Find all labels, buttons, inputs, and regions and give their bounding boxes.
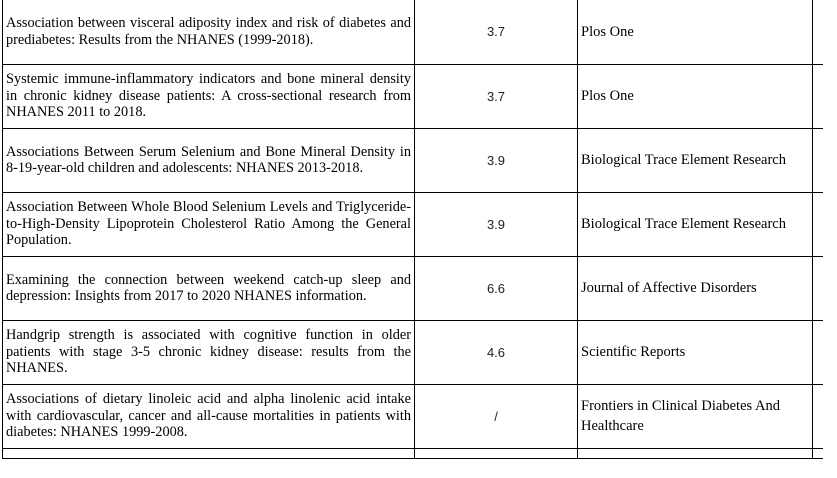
empty-cell (813, 448, 823, 458)
table-row (3, 192, 823, 256)
empty-cell (813, 320, 823, 384)
impact-factor-cell: 4.6 (415, 320, 578, 384)
impact-factor-cell: / (415, 384, 578, 448)
empty-cell (813, 128, 823, 192)
table-row-partial (3, 448, 823, 458)
journal-cell: Plos One (578, 0, 813, 64)
table-row (3, 384, 823, 448)
title-cell: Examining the connection between weekend catch-up sleep and depression: Insights from 2017 to 2020 NHANES information. (3, 256, 415, 320)
empty-cell (3, 448, 415, 458)
title-cell: Handgrip strength is associated with cognitive function in older patients with stage 3-5 chronic kidney disease: results from the NHANES. (3, 320, 415, 384)
table-row (3, 256, 823, 320)
journal-cell: Plos One (578, 64, 813, 128)
journal-cell: Frontiers in Clinical Diabetes And Healthcare (578, 384, 813, 448)
empty-cell (813, 64, 823, 128)
title-cell: Associations of dietary linoleic acid and alpha linolenic acid intake with cardiovascular, cancer and all-cause mortalities in patients with diabetes: NHANES 1999-2008. (3, 384, 415, 448)
title-cell: Systemic immune-inflammatory indicators and bone mineral density in chronic kidney disease patients: A cross-sectional research from NHANES 2011 to 2018. (3, 64, 415, 128)
journal-cell: Scientific Reports (578, 320, 813, 384)
impact-factor-cell: 3.7 (415, 0, 578, 64)
empty-cell (813, 192, 823, 256)
journal-cell: Journal of Affective Disorders (578, 256, 813, 320)
publications-table (2, 0, 823, 459)
empty-cell (578, 448, 813, 458)
table-row (3, 64, 823, 128)
empty-cell (813, 0, 823, 64)
title-cell: Association between visceral adiposity index and risk of diabetes and prediabetes: Results from the NHANES (1999-2018). (3, 0, 415, 64)
table-row (3, 0, 823, 64)
impact-factor-cell: 3.7 (415, 64, 578, 128)
table-row (3, 320, 823, 384)
impact-factor-cell: 3.9 (415, 128, 578, 192)
title-cell: Associations Between Serum Selenium and Bone Mineral Density in 8-19-year-old children and adolescents: NHANES 2013-2018. (3, 128, 415, 192)
empty-cell (813, 256, 823, 320)
empty-cell (813, 384, 823, 448)
impact-factor-cell: 3.9 (415, 192, 578, 256)
table-row (3, 128, 823, 192)
impact-factor-cell: 6.6 (415, 256, 578, 320)
title-cell: Association Between Whole Blood Selenium Levels and Triglyceride-to-High-Density Lipoprotein Cholesterol Ratio Among the General Population. (3, 192, 415, 256)
journal-cell: Biological Trace Element Research (578, 128, 813, 192)
empty-cell (415, 448, 578, 458)
journal-cell: Biological Trace Element Research (578, 192, 813, 256)
